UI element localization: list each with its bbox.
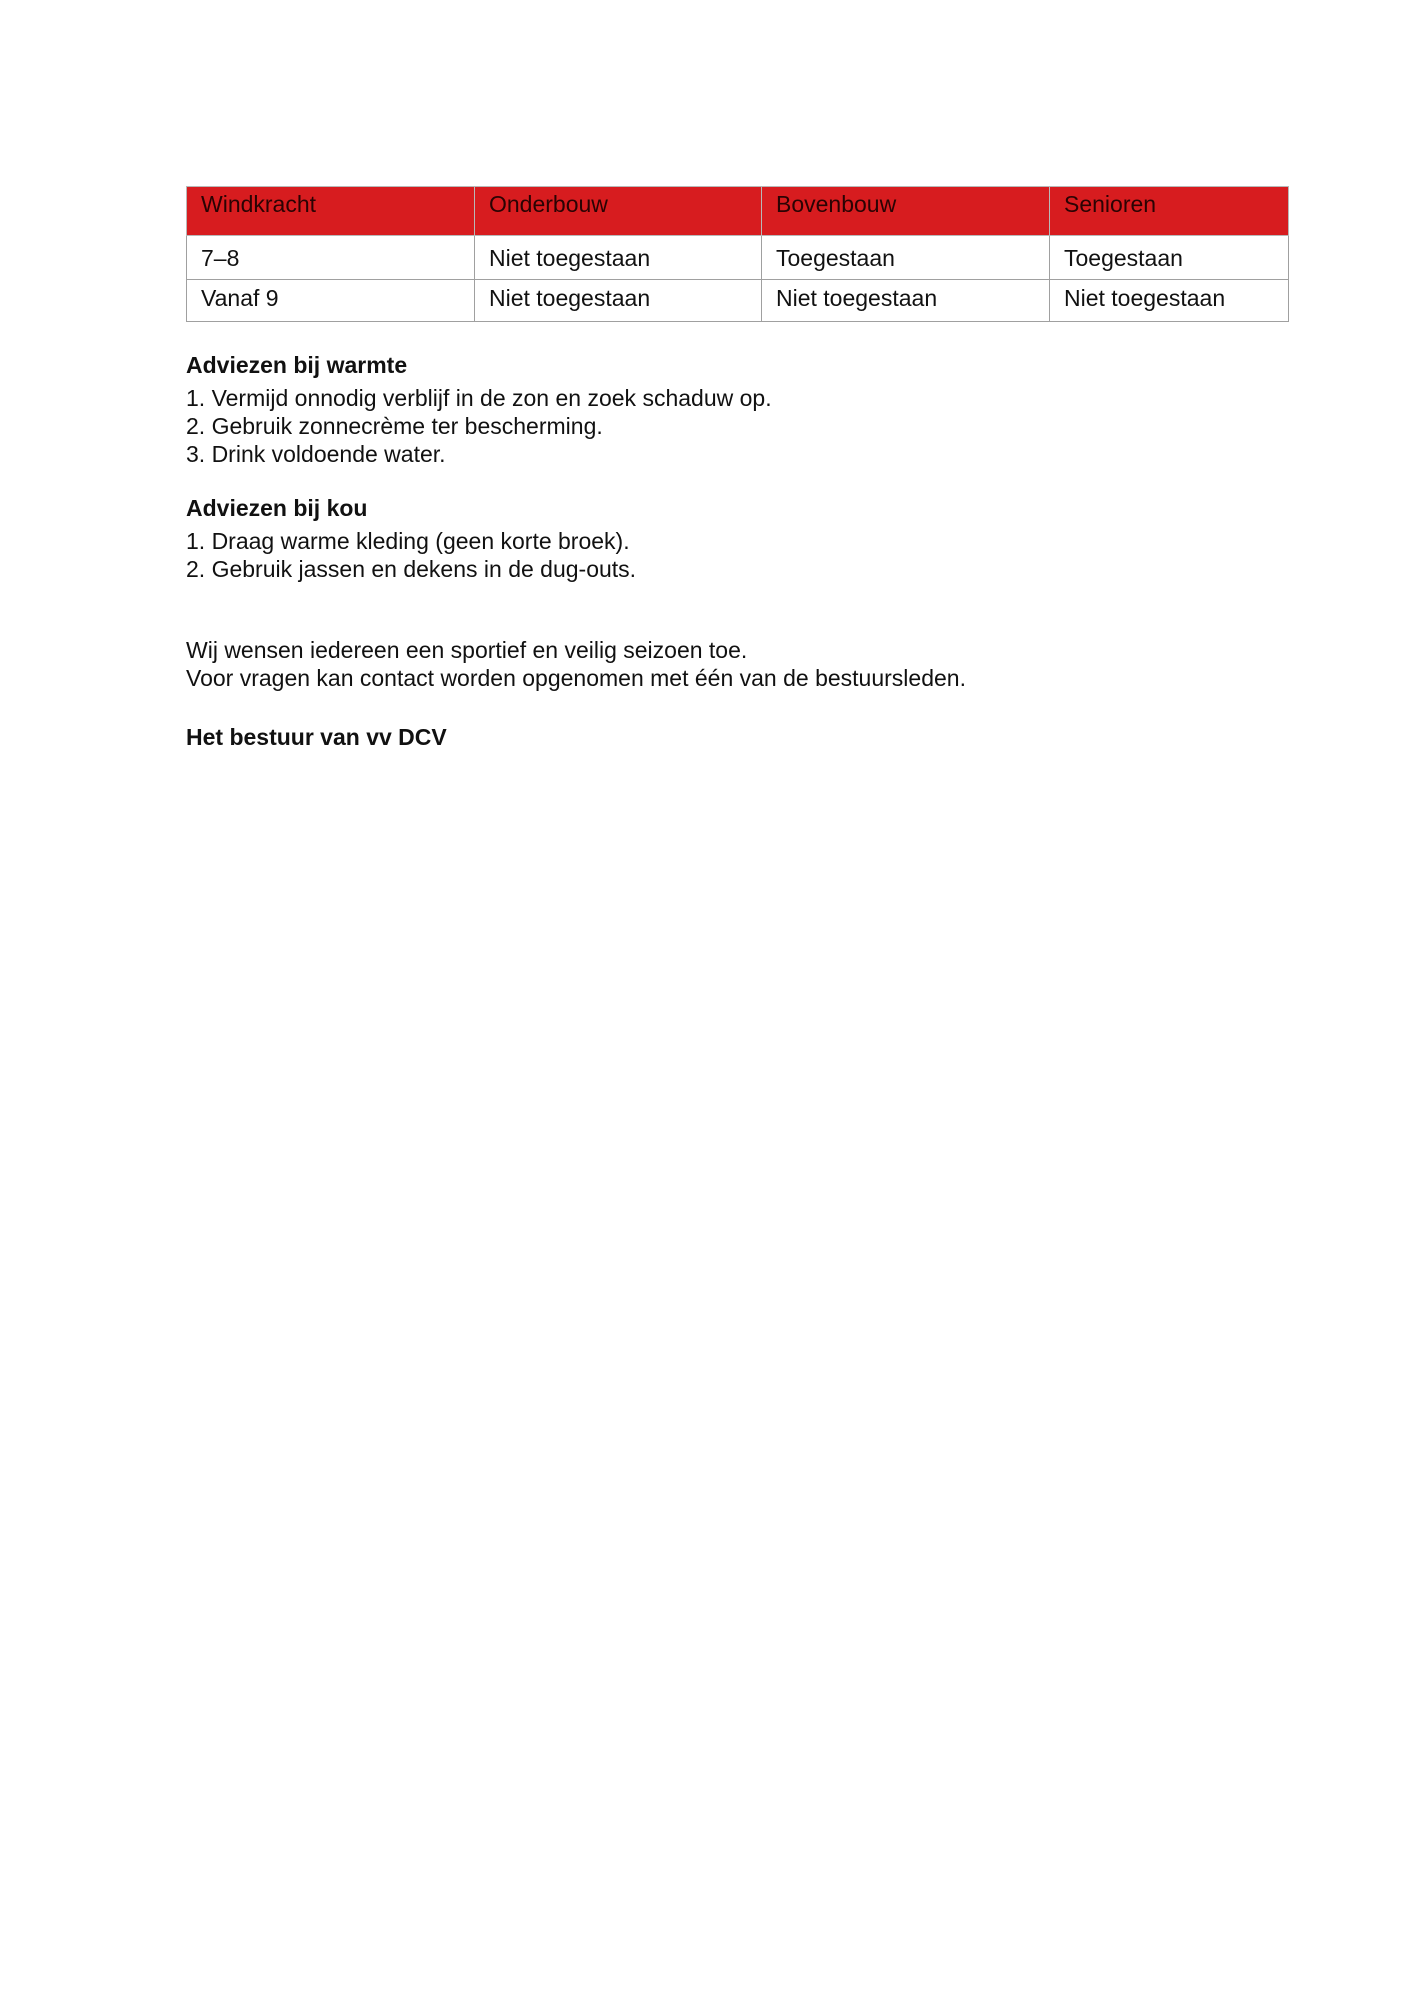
warmth-advice-heading: Adviezen bij warmte xyxy=(186,352,408,378)
list-item: 2. Gebruik jassen en dekens in de dug-outs. xyxy=(186,556,637,582)
table-header xyxy=(187,187,1289,236)
signature-block xyxy=(186,723,1286,751)
cold-advice-list xyxy=(186,527,1286,583)
header-bovenbouw: Bovenbouw xyxy=(762,187,1050,236)
table-cell-windkracht: Vanaf 9 xyxy=(187,280,475,322)
list-item: 1. Vermijd onnodig verblijf in de zon en zoek schaduw op. xyxy=(186,385,772,411)
wind-force-table xyxy=(186,186,1289,322)
table-row xyxy=(187,236,1289,280)
header-senioren: Senioren xyxy=(1050,187,1289,236)
table-cell-windkracht: 7–8 xyxy=(187,236,475,280)
list-item: 2. Gebruik zonnecrème ter bescherming. xyxy=(186,413,603,439)
closing-paragraph xyxy=(186,636,1286,692)
signature: Het bestuur van vv DCV xyxy=(186,724,447,750)
table-header-row xyxy=(187,187,1289,236)
cold-advice-section xyxy=(186,494,1286,522)
header-windkracht: Windkracht xyxy=(187,187,475,236)
header-onderbouw: Onderbouw xyxy=(475,187,762,236)
table-cell-bovenbouw: Toegestaan xyxy=(762,236,1050,280)
table-cell-onderbouw: Niet toegestaan xyxy=(475,236,762,280)
closing-line: Wij wensen iedereen een sportief en veilig seizoen toe. xyxy=(186,637,748,663)
list-item: 1. Draag warme kleding (geen korte broek). xyxy=(186,528,630,554)
table-cell-onderbouw: Niet toegestaan xyxy=(475,280,762,322)
warmth-advice-list xyxy=(186,384,1286,468)
table-cell-bovenbouw: Niet toegestaan xyxy=(762,280,1050,322)
closing-line: Voor vragen kan contact worden opgenomen met één van de bestuursleden. xyxy=(186,665,966,691)
warmth-advice-section xyxy=(186,351,1286,379)
table-body xyxy=(187,236,1289,322)
table-cell-senioren: Toegestaan xyxy=(1050,236,1289,280)
cold-advice-heading: Adviezen bij kou xyxy=(186,495,368,521)
table-cell-senioren: Niet toegestaan xyxy=(1050,280,1289,322)
table-row xyxy=(187,280,1289,322)
list-item: 3. Drink voldoende water. xyxy=(186,441,446,467)
